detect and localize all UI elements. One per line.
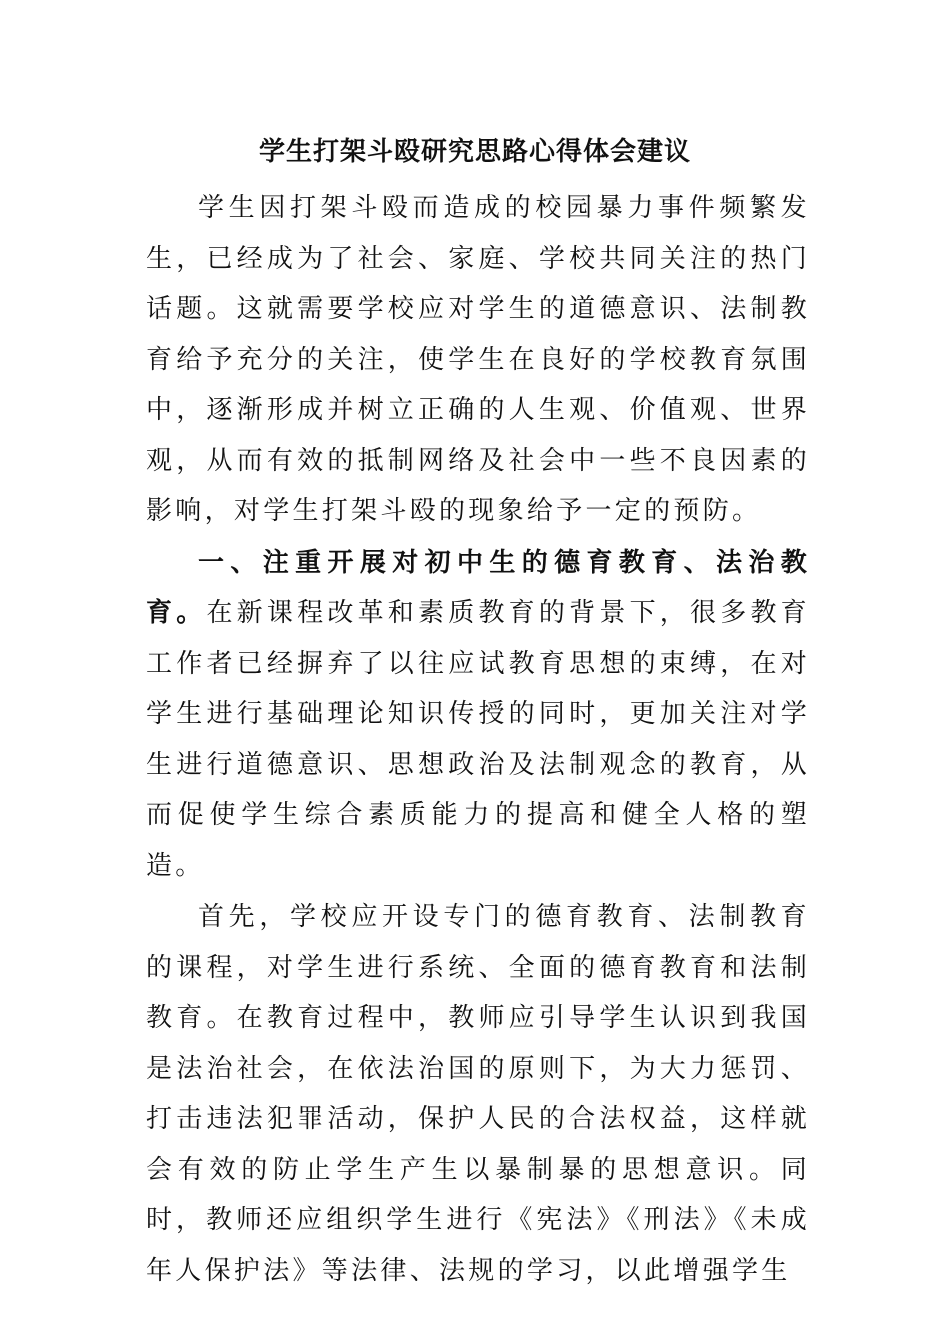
paragraph-text: 学生因打架斗殴而造成的校园暴力事件频繁发生，已经成为了社会、家庭、学校共同关注的热门话题。这就需要学校应对学生的道德意识、法制教育给予充分的关注，使学生在良好的学校教育氛围中，逐渐形成并树立正确的人生观、价值观、世界观，从而有效的抵制网络及社会中一些不良因素的影响，对学生打架斗殴的现象给予一定的预防。: [146, 193, 810, 526]
document-body: [146, 183, 810, 1296]
document-title: 学生打架斗殴研究思路心得体会建议: [258, 137, 691, 167]
paragraph-text: 首先，学校应开设专门的德育教育、法制教育的课程，对学生进行系统、全面的德育教育和法制教育。在教育过程中，教师应引导学生认识到我国是法治社会，在依法治国的原则下，为大力惩罚、打击违法犯罪活动，保护人民的合法权益，这样就会有效的防止学生产生以暴制暴的思想意识。同时，教师还应组织学生进行《宪法》《刑法》《未成年人保护法》等法律、法规的学习，以此增强学生: [146, 902, 810, 1286]
section-heading: 一、注重开展对初中生的德育教育、法治教育。: [146, 547, 810, 628]
paragraph-first-point: [146, 892, 810, 1296]
paragraph-text: 在新课程改革和素质教育的背景下，很多教育工作者已经摒弃了以往应试教育思想的束缚，在对学生进行基础理论知识传授的同时，更加关注对学生进行道德意识、思想政治及法制观念的教育，从而促使学生综合素质能力的提高和健全人格的塑造。: [146, 598, 810, 881]
paragraph-intro: [146, 183, 810, 537]
paragraph-section-one: [146, 538, 810, 892]
